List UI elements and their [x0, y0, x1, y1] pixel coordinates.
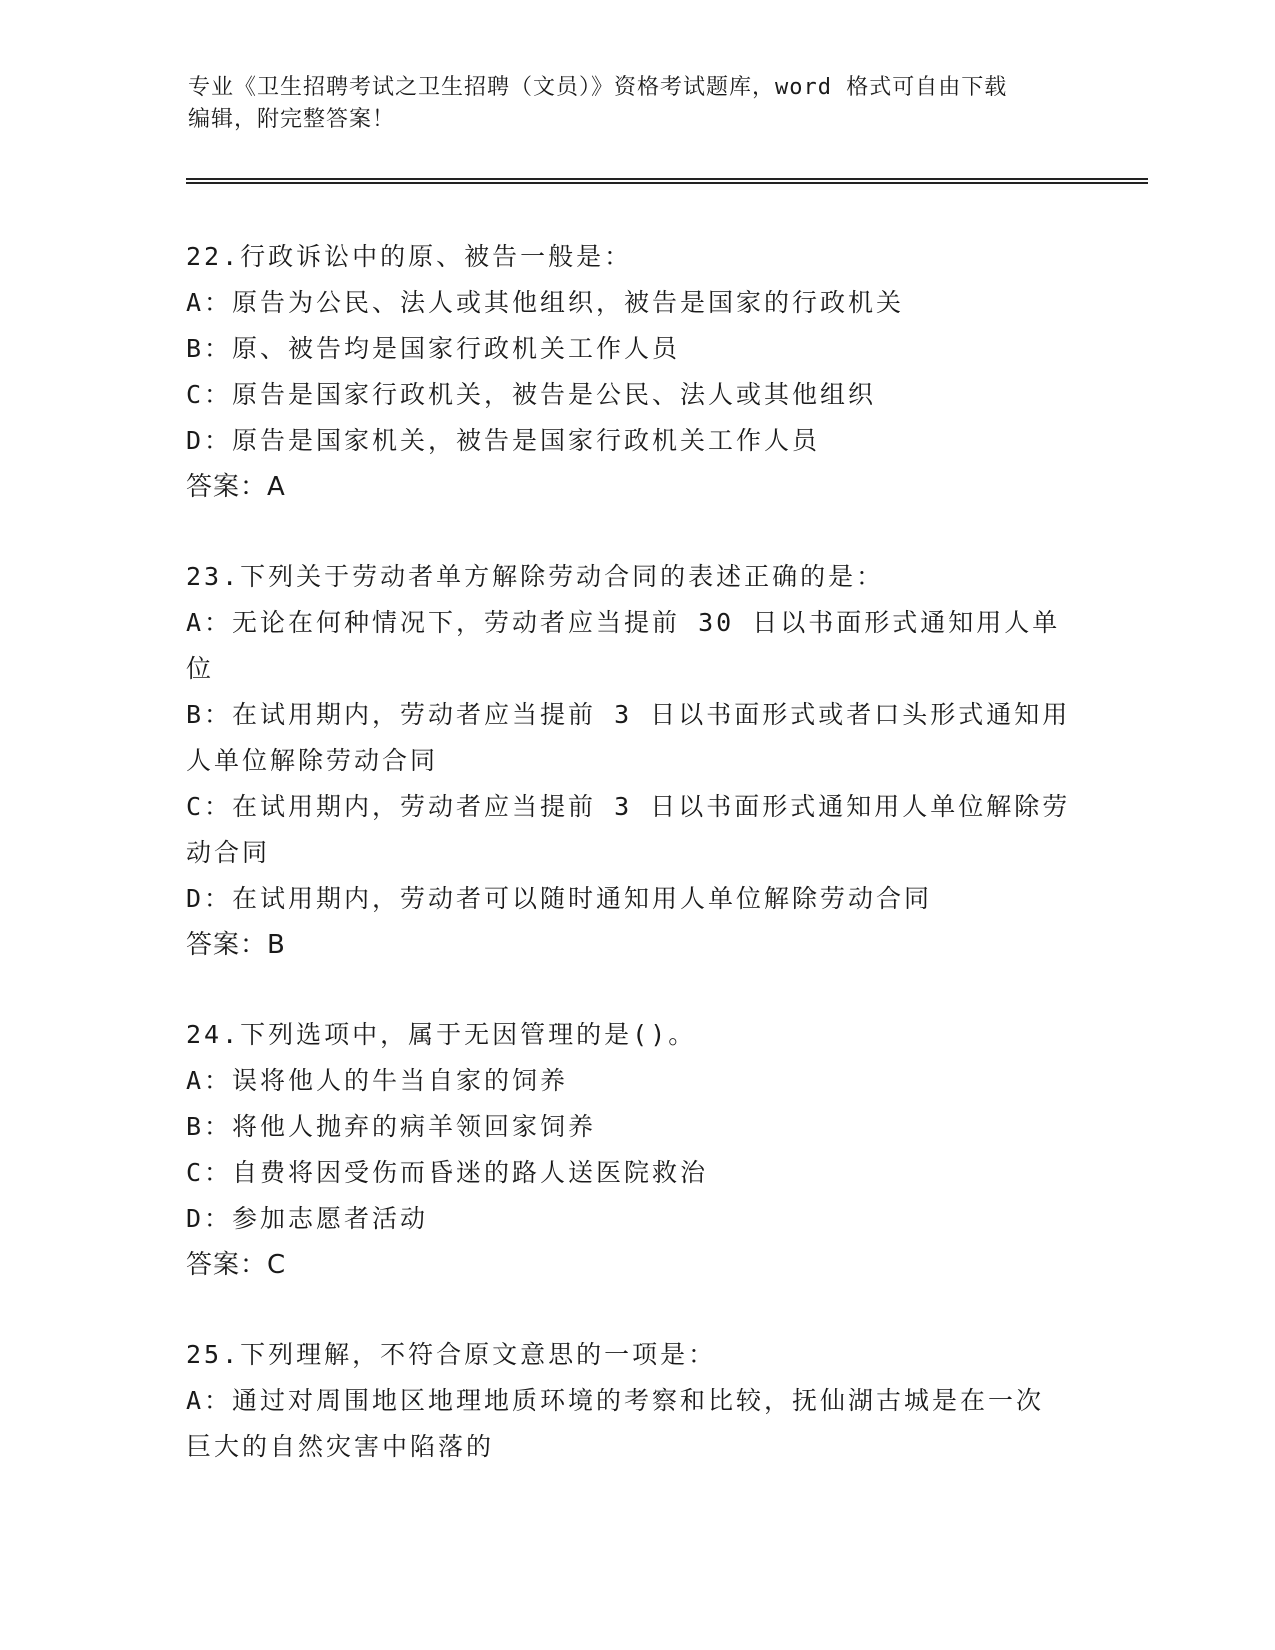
option-a: A：误将他人的牛当自家的饲养: [186, 1066, 569, 1095]
option-d: D：在试用期内，劳动者可以随时通知用人单位解除劳动合同: [186, 884, 933, 913]
header-line-2: 编辑，附完整答案！: [188, 107, 396, 132]
question-stem: 24.下列选项中，属于无因管理的是()。: [186, 1020, 697, 1049]
option-b: B：原、被告均是国家行政机关工作人员: [186, 334, 681, 363]
header-divider: [186, 178, 1148, 184]
option-a: A：无论在何种情况下，劳动者应当提前 30 日以书面形式通知用人单位: [186, 608, 1061, 683]
question-25: [186, 1332, 1071, 1470]
question-stem: 25.下列理解，不符合原文意思的一项是：: [186, 1340, 717, 1369]
question-24: [186, 1012, 1071, 1288]
option-c: C：在试用期内，劳动者应当提前 3 日以书面形式通知用人单位解除劳动合同: [186, 792, 1071, 867]
question-stem: 23.下列关于劳动者单方解除劳动合同的表述正确的是：: [186, 562, 885, 591]
question-22: [186, 234, 1071, 510]
option-c: C：自费将因受伤而昏迷的路人送医院救治: [186, 1158, 709, 1187]
option-c: C：原告是国家行政机关，被告是公民、法人或其他组织: [186, 380, 877, 409]
option-b: B：将他人抛弃的病羊领回家饲养: [186, 1112, 597, 1141]
document-header: [188, 72, 1068, 136]
question-stem: 22.行政诉讼中的原、被告一般是：: [186, 242, 633, 271]
answer: 答案：B: [186, 930, 286, 960]
answer: 答案：A: [186, 472, 286, 502]
option-d: D：原告是国家机关，被告是国家行政机关工作人员: [186, 426, 821, 455]
option-d: D：参加志愿者活动: [186, 1204, 429, 1233]
option-a: A：通过对周围地区地理地质环境的考察和比较，抚仙湖古城是在一次巨大的自然灾害中陷落的: [186, 1386, 1045, 1461]
option-b: B：在试用期内，劳动者应当提前 3 日以书面形式或者口头形式通知用人单位解除劳动合同: [186, 700, 1071, 775]
question-23: [186, 554, 1071, 968]
answer: 答案：C: [186, 1250, 287, 1280]
option-a: A：原告为公民、法人或其他组织，被告是国家的行政机关: [186, 288, 905, 317]
question-list: [186, 234, 1071, 1514]
header-line-1: 专业《卫生招聘考试之卫生招聘（文员）》资格考试题库，word 格式可自由下载: [188, 75, 1008, 100]
